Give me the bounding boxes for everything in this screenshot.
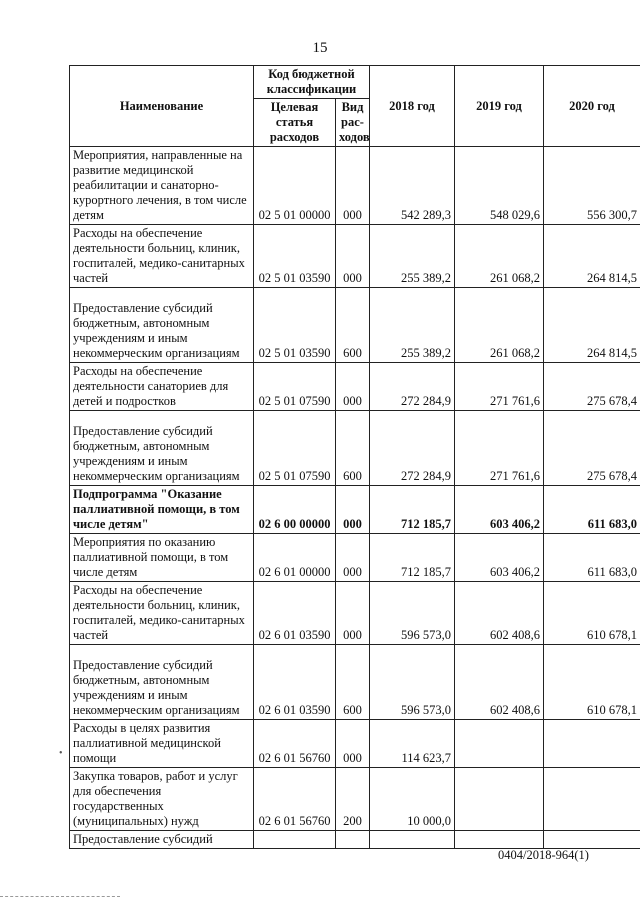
header-type: Вид рас-ходов bbox=[336, 99, 370, 147]
row-type: 000 bbox=[336, 720, 370, 768]
row-2019: 603 406,2 bbox=[455, 534, 544, 582]
budget-table bbox=[69, 65, 640, 849]
row-2019: 261 068,2 bbox=[455, 225, 544, 288]
bottom-rule bbox=[0, 896, 120, 897]
row-name: Мероприятия по оказанию паллиативной помощи, в том числе детям bbox=[70, 534, 254, 582]
row-name: Предоставление субсидий бюджетным, автономным учреждениям и иным некоммерческим организациям bbox=[70, 288, 254, 363]
row-type: 000 bbox=[336, 147, 370, 225]
table-body bbox=[70, 147, 640, 849]
table-row bbox=[70, 720, 640, 768]
row-2019: 602 408,6 bbox=[455, 582, 544, 645]
table-row bbox=[70, 582, 640, 645]
table-row bbox=[70, 225, 640, 288]
row-type: 600 bbox=[336, 288, 370, 363]
row-code bbox=[254, 831, 336, 849]
row-name: Предоставление субсидий bbox=[70, 831, 254, 849]
header-name: Наименование bbox=[70, 66, 254, 147]
row-type: 600 bbox=[336, 411, 370, 486]
header-code-group: Код бюджетной классификации bbox=[254, 66, 370, 99]
row-code: 02 6 01 03590 bbox=[254, 582, 336, 645]
table-row bbox=[70, 363, 640, 411]
row-2019: 261 068,2 bbox=[455, 288, 544, 363]
row-2020: 611 683,0 bbox=[544, 534, 640, 582]
row-2020 bbox=[544, 720, 640, 768]
row-2020: 275 678,4 bbox=[544, 411, 640, 486]
table-row bbox=[70, 645, 640, 720]
row-name: Расходы на обеспечение деятельности санаториев для детей и подростков bbox=[70, 363, 254, 411]
document-code: 0404/2018-964(1) bbox=[498, 848, 589, 862]
row-2018: 255 389,2 bbox=[370, 225, 455, 288]
row-2020: 610 678,1 bbox=[544, 645, 640, 720]
row-name: Предоставление субсидий бюджетным, автономным учреждениям и иным некоммерческим организациям bbox=[70, 411, 254, 486]
row-2018: 542 289,3 bbox=[370, 147, 455, 225]
row-code: 02 5 01 03590 bbox=[254, 225, 336, 288]
header-2018: 2018 год bbox=[370, 66, 455, 147]
row-2018: 272 284,9 bbox=[370, 411, 455, 486]
row-name: Расходы в целях развития паллиативной медицинской помощи bbox=[70, 720, 254, 768]
row-2018: 255 389,2 bbox=[370, 288, 455, 363]
row-2020: 264 814,5 bbox=[544, 225, 640, 288]
row-2020: 556 300,7 bbox=[544, 147, 640, 225]
row-type: 200 bbox=[336, 768, 370, 831]
table-row bbox=[70, 768, 640, 831]
row-name: Мероприятия, направленные на развитие медицинской реабилитации и санаторно-курортного лечения, в том числе детям bbox=[70, 147, 254, 225]
row-2018: 712 185,7 bbox=[370, 534, 455, 582]
page-number: 15 bbox=[312, 40, 328, 56]
row-name: Расходы на обеспечение деятельности больниц, клиник, госпиталей, медико-санитарных частей bbox=[70, 225, 254, 288]
row-2019: 603 406,2 bbox=[455, 486, 544, 534]
row-2020: 610 678,1 bbox=[544, 582, 640, 645]
row-code: 02 5 01 07590 bbox=[254, 411, 336, 486]
table-row bbox=[70, 486, 640, 534]
row-2019: 271 761,6 bbox=[455, 363, 544, 411]
row-type: 000 bbox=[336, 534, 370, 582]
row-type: 000 bbox=[336, 486, 370, 534]
row-2018: 596 573,0 bbox=[370, 645, 455, 720]
row-2018: 10 000,0 bbox=[370, 768, 455, 831]
row-name: Подпрограмма "Оказание паллиативной помощи, в том числе детям" bbox=[70, 486, 254, 534]
row-code: 02 6 00 00000 bbox=[254, 486, 336, 534]
row-name: Предоставление субсидий бюджетным, автономным учреждениям и иным некоммерческим организациям bbox=[70, 645, 254, 720]
row-code: 02 5 01 00000 bbox=[254, 147, 336, 225]
row-2018: 596 573,0 bbox=[370, 582, 455, 645]
row-2020: 264 814,5 bbox=[544, 288, 640, 363]
row-code: 02 6 01 56760 bbox=[254, 720, 336, 768]
row-2020: 611 683,0 bbox=[544, 486, 640, 534]
row-2019: 271 761,6 bbox=[455, 411, 544, 486]
row-2019: 602 408,6 bbox=[455, 645, 544, 720]
row-type: 000 bbox=[336, 582, 370, 645]
row-2019: 548 029,6 bbox=[455, 147, 544, 225]
row-2018: 272 284,9 bbox=[370, 363, 455, 411]
row-name: Расходы на обеспечение деятельности больниц, клиник, госпиталей, медико-санитарных частей bbox=[70, 582, 254, 645]
row-type: 000 bbox=[336, 225, 370, 288]
row-type: 000 bbox=[336, 363, 370, 411]
table-row bbox=[70, 411, 640, 486]
row-name: Закупка товаров, работ и услуг для обеспечения государственных (муниципальных) нужд bbox=[70, 768, 254, 831]
row-2019 bbox=[455, 768, 544, 831]
row-2018 bbox=[370, 831, 455, 849]
row-code: 02 6 01 00000 bbox=[254, 534, 336, 582]
table-row bbox=[70, 147, 640, 225]
row-2020: 275 678,4 bbox=[544, 363, 640, 411]
header-2020: 2020 год bbox=[544, 66, 640, 147]
row-2019 bbox=[455, 720, 544, 768]
row-2019 bbox=[455, 831, 544, 849]
header-target: Целевая статья расходов bbox=[254, 99, 336, 147]
row-2020 bbox=[544, 831, 640, 849]
row-2018: 114 623,7 bbox=[370, 720, 455, 768]
row-code: 02 6 01 56760 bbox=[254, 768, 336, 831]
table-row bbox=[70, 288, 640, 363]
header-2019: 2019 год bbox=[455, 66, 544, 147]
margin-mark: • bbox=[59, 748, 63, 759]
row-2020 bbox=[544, 768, 640, 831]
row-code: 02 5 01 03590 bbox=[254, 288, 336, 363]
table-row bbox=[70, 831, 640, 849]
row-type bbox=[336, 831, 370, 849]
row-code: 02 5 01 07590 bbox=[254, 363, 336, 411]
row-type: 600 bbox=[336, 645, 370, 720]
table-row bbox=[70, 534, 640, 582]
row-2018: 712 185,7 bbox=[370, 486, 455, 534]
row-code: 02 6 01 03590 bbox=[254, 645, 336, 720]
